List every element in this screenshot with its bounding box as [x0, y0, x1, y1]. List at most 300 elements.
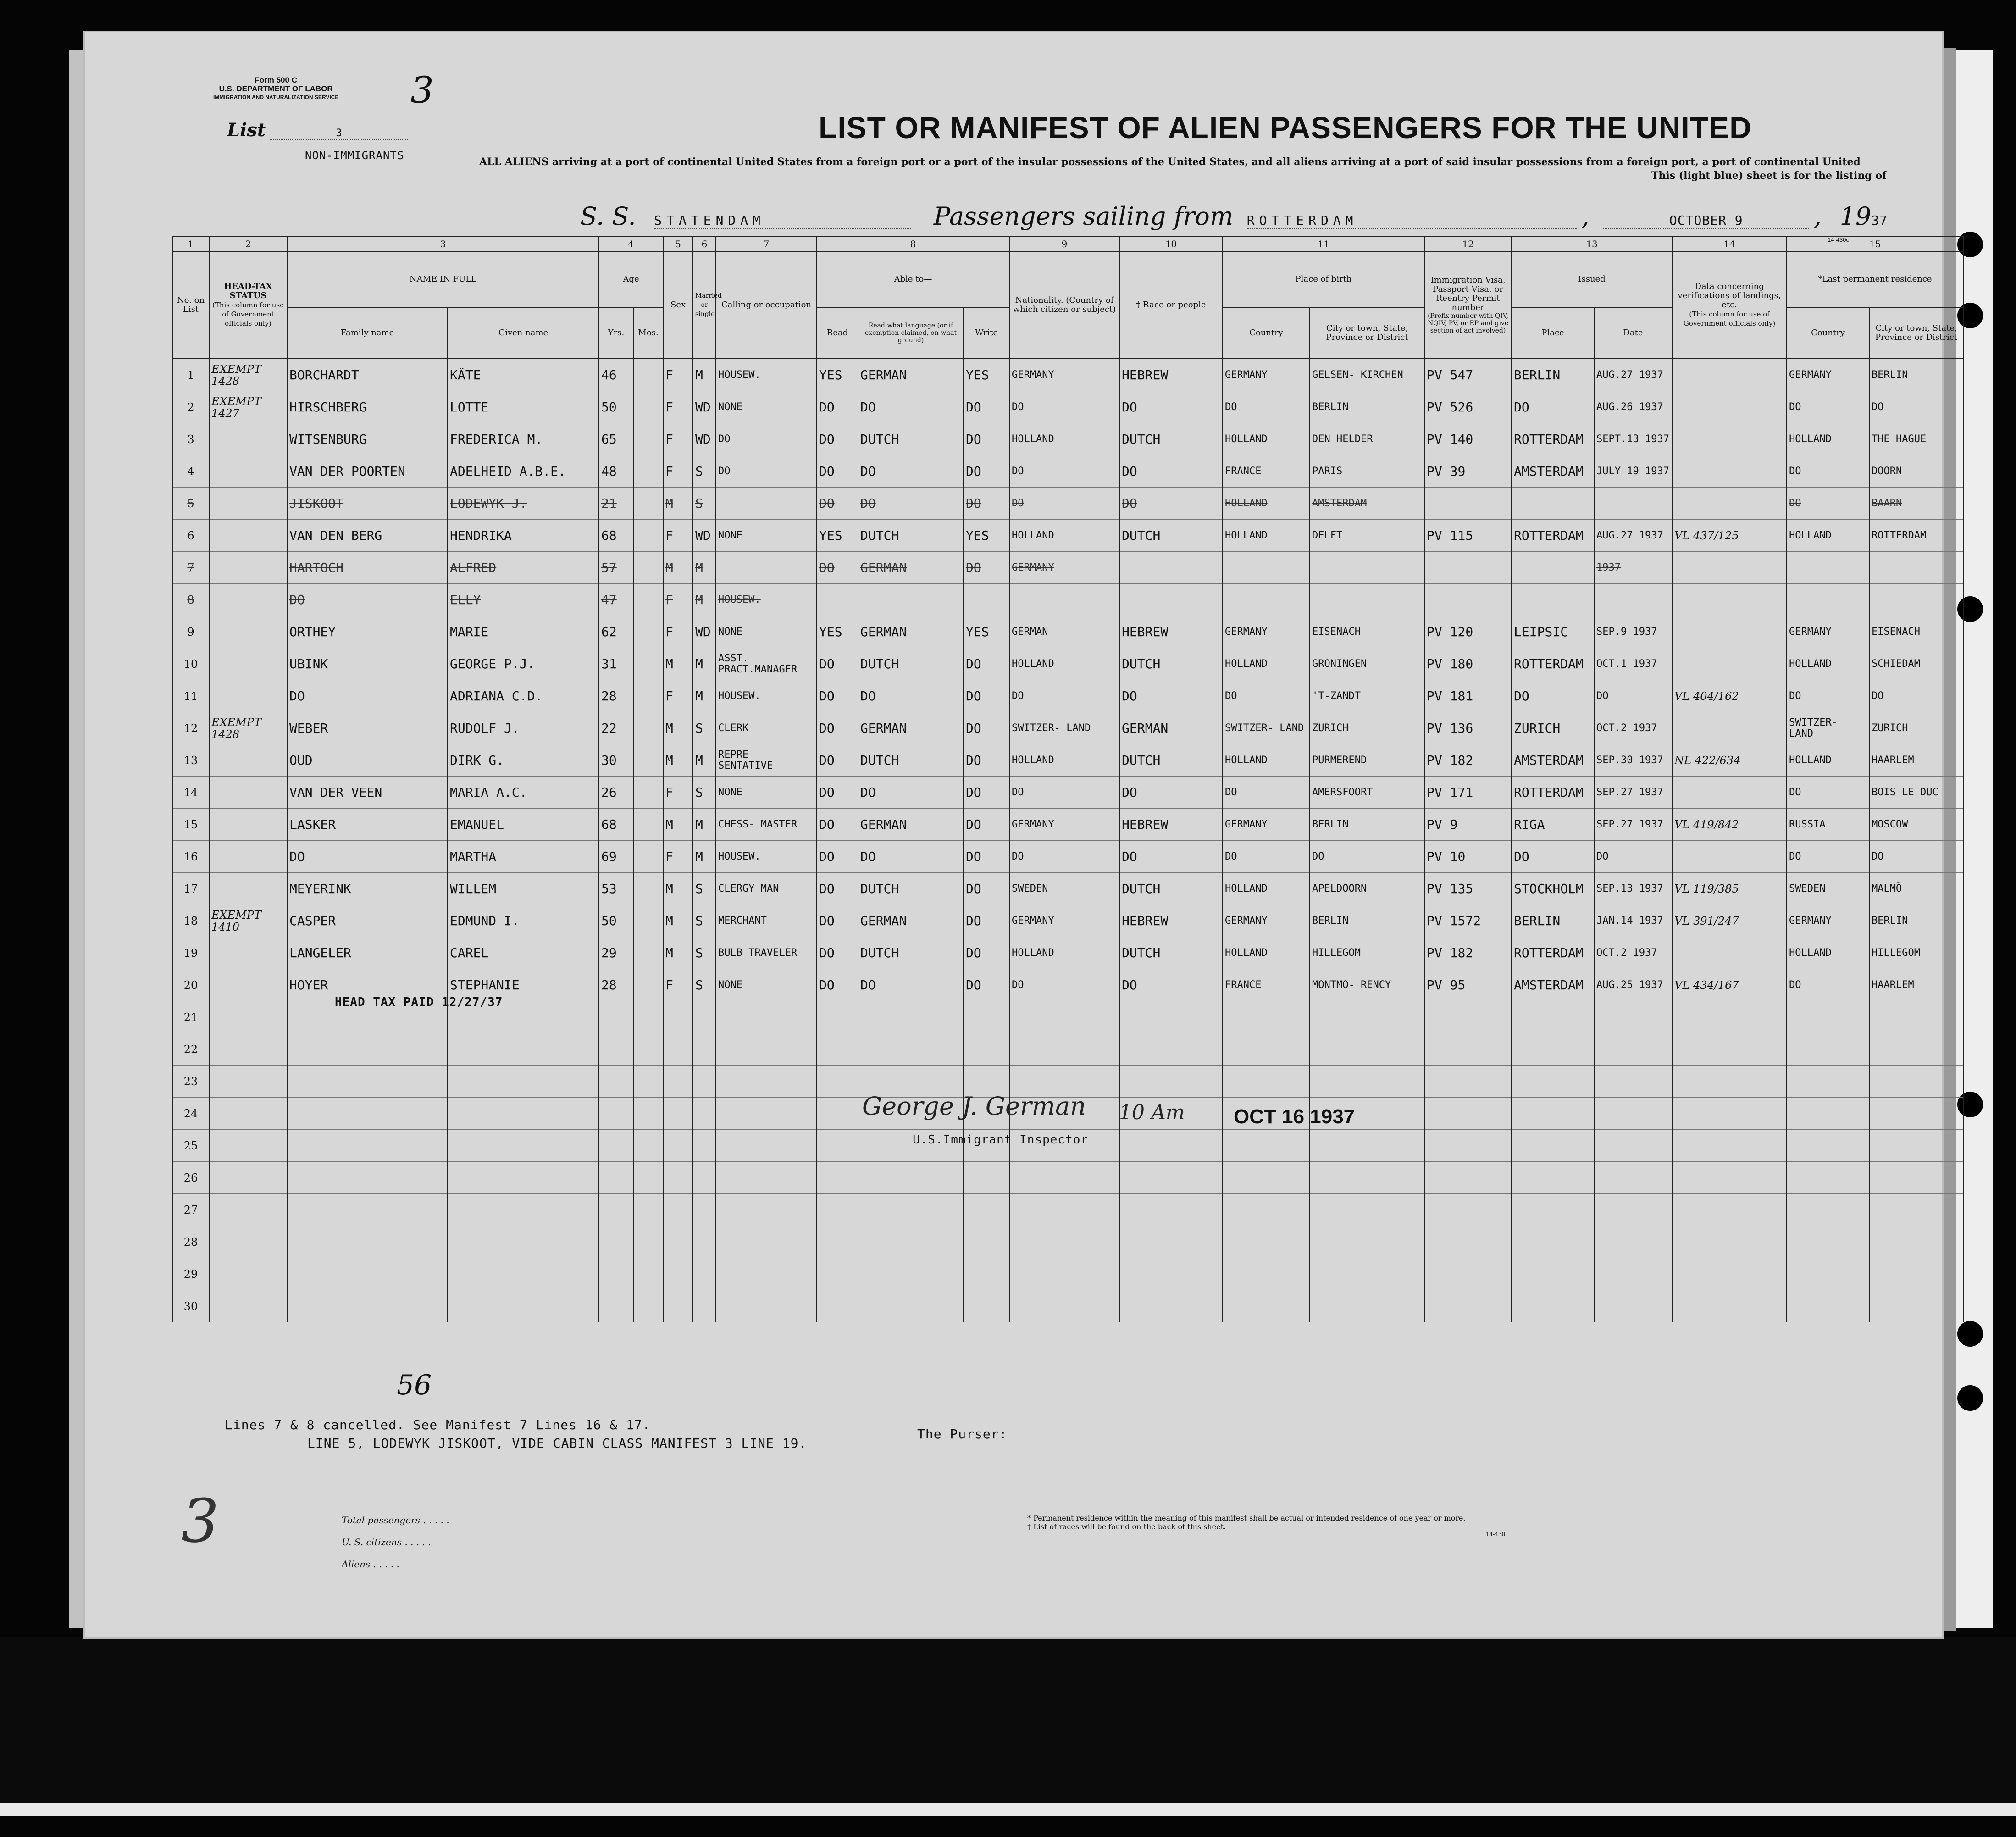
empty-cell: [693, 1033, 716, 1066]
col-num: 6: [693, 237, 716, 251]
line-number: 29: [172, 1258, 209, 1290]
empty-cell: [1869, 1226, 1963, 1258]
race: DUTCH: [1119, 648, 1223, 680]
manifest-title: LIST OR MANIFEST OF ALIEN PASSENGERS FOR THE UNITED: [819, 111, 1752, 144]
empty-cell: [287, 1130, 448, 1162]
head-tax-cell: [209, 616, 287, 648]
line-number: 21: [172, 1001, 209, 1033]
inspector-signature: George J. German: [862, 1092, 1086, 1121]
empty-cell: [1672, 1162, 1787, 1194]
nationality: DO: [1009, 488, 1119, 520]
empty-cell: [663, 1033, 693, 1066]
empty-cell: [448, 1130, 599, 1162]
age-months: [633, 777, 663, 809]
birth-city: DO: [1310, 841, 1424, 873]
head-tax-cell: [209, 488, 287, 520]
residence-country: HOLLAND: [1787, 520, 1869, 552]
table-row: [172, 905, 1963, 937]
table-row: [172, 744, 1963, 777]
year-prefix: 19: [1839, 202, 1872, 231]
visa-number: PV 171: [1424, 777, 1512, 809]
residence-country: [1787, 552, 1869, 584]
residence-city: BERLIN: [1869, 359, 1963, 391]
can-read: YES: [817, 520, 858, 552]
nationality: GERMAN: [1009, 616, 1119, 648]
head-tax-cell: [209, 873, 287, 905]
can-write: [964, 584, 1009, 616]
can-read: DO: [817, 873, 858, 905]
residence-city: BAARN: [1869, 488, 1963, 520]
empty-cell: [1787, 1290, 1869, 1322]
empty-cell: [1424, 1290, 1512, 1322]
header-birth-city: City or town, State, Province or District: [1310, 307, 1424, 359]
empty-cell: [209, 1033, 287, 1066]
occupation: HOUSEW.: [716, 359, 817, 391]
empty-cell: [1119, 1066, 1223, 1098]
empty-cell: [1787, 1258, 1869, 1290]
occupation: CHESS- MASTER: [716, 809, 817, 841]
residence-city: ZURICH: [1869, 712, 1963, 744]
empty-cell: [693, 1290, 716, 1322]
empty-cell: [1869, 1130, 1963, 1162]
birth-city: DELFT: [1310, 520, 1424, 552]
family-name: LASKER: [287, 809, 448, 841]
visa-number: PV 1572: [1424, 905, 1512, 937]
issued-date: SEPT.13 1937: [1594, 423, 1672, 455]
empty-cell: [599, 1290, 633, 1322]
visa-number: PV 136: [1424, 712, 1512, 744]
data-verif-title: Data concerning verifications of landings, etc.: [1678, 282, 1781, 310]
line-number: 20: [172, 969, 209, 1001]
empty-cell: [1424, 1001, 1512, 1033]
empty-cell: [693, 1130, 716, 1162]
subtitle-line1: ALL ALIENS arriving at a port of continental United States from a foreign port or a port of the insular possessions of the United States, and all aliens arriving at a port of said insular possessions from a foreign port, a port of continental United: [479, 156, 1861, 168]
empty-cell: [287, 1066, 448, 1098]
marital-status: M: [693, 841, 716, 873]
residence-city: HAARLEM: [1869, 969, 1963, 1001]
marital-status: WD: [693, 423, 716, 455]
header-age: Age: [599, 251, 663, 307]
empty-cell: [817, 1194, 858, 1226]
can-read: DO: [817, 680, 858, 712]
empty-cell: [663, 1001, 693, 1033]
line-number: 28: [172, 1226, 209, 1258]
line-number: 4: [172, 455, 209, 488]
empty-cell: [599, 1066, 633, 1098]
birth-city: BERLIN: [1310, 809, 1424, 841]
empty-cell: [716, 1033, 817, 1066]
table-row: [172, 616, 1963, 648]
issued-date: [1594, 488, 1672, 520]
race: DUTCH: [1119, 520, 1223, 552]
empty-cell: [1787, 1001, 1869, 1033]
header-read-language: Read what language (or if exemption claimed, on what ground): [858, 307, 964, 359]
head-tax-cell: [209, 423, 287, 455]
empty-cell: [209, 1258, 287, 1290]
verification: VL 404/162: [1672, 680, 1787, 712]
read-language: DUTCH: [858, 873, 964, 905]
birth-city: DEN HELDER: [1310, 423, 1424, 455]
visa-number: PV 120: [1424, 616, 1512, 648]
nationality: SWEDEN: [1009, 873, 1119, 905]
can-read: DO: [817, 552, 858, 584]
age-years: 47: [599, 584, 633, 616]
nationality: DO: [1009, 391, 1119, 423]
empty-cell: [1119, 1033, 1223, 1066]
head-tax-cell: [209, 648, 287, 680]
empty-cell: [1594, 1194, 1672, 1226]
empty-cell: [1119, 1290, 1223, 1322]
empty-cell: [693, 1066, 716, 1098]
birth-country: HOLLAND: [1223, 937, 1310, 969]
head-tax-cell: [209, 680, 287, 712]
empty-cell: [663, 1290, 693, 1322]
header-place-of-birth: Place of birth: [1223, 251, 1424, 307]
header-res-city: City or town, State, Province or District: [1869, 307, 1963, 359]
empty-cell: [716, 1226, 817, 1258]
visa-number: [1424, 488, 1512, 520]
can-read: DO: [817, 937, 858, 969]
head-tax-cell: [209, 809, 287, 841]
header-sex: Sex: [663, 251, 693, 359]
empty-cell: [448, 1033, 599, 1066]
empty-cell: [1009, 1290, 1119, 1322]
line-number: 1: [172, 359, 209, 391]
empty-cell: [1009, 1033, 1119, 1066]
age-months: [633, 905, 663, 937]
residence-country: HOLLAND: [1787, 744, 1869, 777]
empty-cell: [599, 1226, 633, 1258]
empty-cell: [716, 1194, 817, 1226]
head-tax-cell: [209, 969, 287, 1001]
given-name: LOTTE: [448, 391, 599, 423]
issued-place: BERLIN: [1512, 359, 1594, 391]
empty-cell: [1672, 1226, 1787, 1258]
empty-cell: [633, 1033, 663, 1066]
table-row: [172, 552, 1963, 584]
birth-city: ZURICH: [1310, 712, 1424, 744]
residence-city: BOIS LE DUC: [1869, 777, 1963, 809]
head-tax-cell: [209, 744, 287, 777]
visa-number: PV 182: [1424, 744, 1512, 777]
age-years: 29: [599, 937, 633, 969]
can-write: DO: [964, 552, 1009, 584]
family-name: WEBER: [287, 712, 448, 744]
service: IMMIGRATION AND NATURALIZATION SERVICE: [213, 94, 339, 100]
line-number: 12: [172, 712, 209, 744]
verification: NL 422/634: [1672, 744, 1787, 777]
read-language: DO: [858, 777, 964, 809]
empty-cell: [1009, 1258, 1119, 1290]
empty-cell: [858, 1258, 964, 1290]
empty-cell: [1672, 1033, 1787, 1066]
occupation: NONE: [716, 969, 817, 1001]
table-row: [172, 455, 1963, 488]
empty-cell: [209, 1162, 287, 1194]
occupation: NONE: [716, 616, 817, 648]
sex: M: [663, 905, 693, 937]
empty-cell: [448, 1258, 599, 1290]
empty-cell: [1512, 1162, 1594, 1194]
empty-cell: [716, 1098, 817, 1130]
column-number-row: [172, 237, 1963, 251]
age-years: 62: [599, 616, 633, 648]
family-name: VAN DER POORTEN: [287, 455, 448, 488]
empty-cell: [599, 1098, 633, 1130]
residence-country: DO: [1787, 777, 1869, 809]
can-read: DO: [817, 905, 858, 937]
line-number: 19: [172, 937, 209, 969]
race: HEBREW: [1119, 809, 1223, 841]
residence-city: HAARLEM: [1869, 744, 1963, 777]
age-months: [633, 359, 663, 391]
empty-cell: [633, 1098, 663, 1130]
read-language: DUTCH: [858, 423, 964, 455]
race: [1119, 584, 1223, 616]
residence-country: HOLLAND: [1787, 648, 1869, 680]
given-name: WILLEM: [448, 873, 599, 905]
table-row: [172, 712, 1963, 744]
empty-cell: [633, 1130, 663, 1162]
age-months: [633, 520, 663, 552]
age-months: [633, 616, 663, 648]
read-language: GERMAN: [858, 552, 964, 584]
header-family-name: Family name: [287, 307, 448, 359]
footnote-code: 14-430: [1486, 1531, 1506, 1537]
family-name: CASPER: [287, 905, 448, 937]
issued-place: BERLIN: [1512, 905, 1594, 937]
line-number: 22: [172, 1033, 209, 1066]
age-months: [633, 873, 663, 905]
family-name: HIRSCHBERG: [287, 391, 448, 423]
empty-cell: [1672, 1194, 1787, 1226]
issued-place: DO: [1512, 841, 1594, 873]
can-write: DO: [964, 777, 1009, 809]
empty-cell: [1512, 1033, 1594, 1066]
marital-status: S: [693, 905, 716, 937]
age-months: [633, 391, 663, 423]
residence-city: THE HAGUE: [1869, 423, 1963, 455]
empty-cell: [287, 1290, 448, 1322]
can-write: DO: [964, 937, 1009, 969]
empty-cell: [1310, 1194, 1424, 1226]
issued-date: SEP.27 1937: [1594, 777, 1672, 809]
table-row: [172, 680, 1963, 712]
col-num: 15: [1787, 237, 1963, 251]
count-note: 56: [397, 1369, 432, 1401]
residence-city: ROTTERDAM: [1869, 520, 1963, 552]
empty-cell: [1223, 1258, 1310, 1290]
line-number: 2: [172, 391, 209, 423]
residence-city: EISENACH: [1869, 616, 1963, 648]
can-write: DO: [964, 488, 1009, 520]
empty-cell: [817, 1290, 858, 1322]
residence-country: [1787, 584, 1869, 616]
can-read: DO: [817, 648, 858, 680]
empty-cell: [1223, 1130, 1310, 1162]
age-years: 65: [599, 423, 633, 455]
empty-cell: [287, 1258, 448, 1290]
form-code: 14-430c: [1828, 236, 1849, 243]
empty-cell: [1310, 1066, 1424, 1098]
empty-cell: [858, 1162, 964, 1194]
col-num: 12: [1424, 237, 1512, 251]
age-months: [633, 552, 663, 584]
totals-block: [342, 1509, 449, 1575]
read-language: DO: [858, 841, 964, 873]
can-write: DO: [964, 455, 1009, 488]
line5-note: LINE 5, LODEWYK JISKOOT, VIDE CABIN CLASS MANIFEST 3 LINE 19.: [307, 1436, 807, 1451]
sex: M: [663, 648, 693, 680]
marital-status: S: [693, 455, 716, 488]
manifest-rows: [172, 359, 1963, 1322]
age-months: [633, 841, 663, 873]
race: DUTCH: [1119, 937, 1223, 969]
race: GERMAN: [1119, 712, 1223, 744]
issued-date: OCT.2 1937: [1594, 937, 1672, 969]
head-tax-cell: [209, 777, 287, 809]
film-strip: [0, 1803, 2016, 1816]
date-stamp: OCT 16 1937: [1234, 1105, 1355, 1128]
given-name: EMANUEL: [448, 809, 599, 841]
residence-country: DO: [1787, 969, 1869, 1001]
age-years: 46: [599, 359, 633, 391]
empty-cell: [964, 1001, 1009, 1033]
empty-cell: [1512, 1098, 1594, 1130]
table-row: [172, 359, 1963, 391]
sex: F: [663, 359, 693, 391]
verification: [1672, 712, 1787, 744]
empty-cell: [1787, 1098, 1869, 1130]
line-number: 14: [172, 777, 209, 809]
birth-city: MONTMO- RENCY: [1310, 969, 1424, 1001]
empty-cell: [716, 1162, 817, 1194]
residence-city: DOORN: [1869, 455, 1963, 488]
verification: VL 119/385: [1672, 873, 1787, 905]
race: DUTCH: [1119, 744, 1223, 777]
read-language: DUTCH: [858, 744, 964, 777]
birth-country: FRANCE: [1223, 455, 1310, 488]
empty-cell: [817, 1001, 858, 1033]
footnotes: [1027, 1514, 1505, 1537]
residence-country: SWEDEN: [1787, 873, 1869, 905]
issued-date: SEP.27 1937: [1594, 809, 1672, 841]
form-number: Form 500 C: [255, 76, 297, 84]
can-read: DO: [817, 423, 858, 455]
header-read: Read: [817, 307, 858, 359]
department: U.S. DEPARTMENT OF LABOR: [219, 84, 333, 93]
verification: VL 419/842: [1672, 809, 1787, 841]
residence-city: HILLEGOM: [1869, 937, 1963, 969]
age-years: 68: [599, 520, 633, 552]
empty-cell: [1119, 1130, 1223, 1162]
birth-country: DO: [1223, 680, 1310, 712]
issued-date: OCT.1 1937: [1594, 648, 1672, 680]
empty-cell: [858, 1194, 964, 1226]
sex: F: [663, 455, 693, 488]
issued-date: [1594, 584, 1672, 616]
header-no-on-list: No. on List: [172, 251, 209, 359]
residence-country: DO: [1787, 391, 1869, 423]
issued-date: JULY 19 1937: [1594, 455, 1672, 488]
sex: M: [663, 552, 693, 584]
residence-city: DO: [1869, 680, 1963, 712]
empty-cell: [1424, 1258, 1512, 1290]
table-row: [172, 391, 1963, 423]
given-name: ADELHEID A.B.E.: [448, 455, 599, 488]
col-num: 2: [209, 237, 287, 251]
binder-hole: [1957, 1385, 1983, 1411]
issued-place: DO: [1512, 391, 1594, 423]
issued-date: AUG.25 1937: [1594, 969, 1672, 1001]
empty-cell: [209, 1066, 287, 1098]
race: HEBREW: [1119, 616, 1223, 648]
issued-place: AMSTERDAM: [1512, 744, 1594, 777]
empty-cell: [1223, 1001, 1310, 1033]
age-months: [633, 423, 663, 455]
family-name: VAN DER VEEN: [287, 777, 448, 809]
header-race: † Race or people: [1119, 251, 1223, 359]
issued-date: AUG.27 1937: [1594, 359, 1672, 391]
header-issued-place: Place: [1512, 307, 1594, 359]
table-row: [172, 488, 1963, 520]
marital-status: M: [693, 359, 716, 391]
empty-cell: [1787, 1226, 1869, 1258]
residence-city: DO: [1869, 841, 1963, 873]
empty-cell: [1594, 1033, 1672, 1066]
family-name: DO: [287, 680, 448, 712]
can-read: DO: [817, 712, 858, 744]
empty-cell: [1310, 1033, 1424, 1066]
issued-place: ROTTERDAM: [1512, 520, 1594, 552]
head-tax-cell: [209, 841, 287, 873]
sex: F: [663, 520, 693, 552]
issued-date: SEP.13 1937: [1594, 873, 1672, 905]
race: DO: [1119, 391, 1223, 423]
age-months: [633, 744, 663, 777]
can-write: DO: [964, 712, 1009, 744]
issued-place: [1512, 584, 1594, 616]
empty-cell: [1787, 1130, 1869, 1162]
header-married: Married or single: [693, 251, 716, 359]
empty-cell: [716, 1001, 817, 1033]
age-months: [633, 809, 663, 841]
margin-number: 3: [181, 1486, 219, 1556]
can-read: YES: [817, 616, 858, 648]
birth-country: HOLLAND: [1223, 648, 1310, 680]
line-number: 23: [172, 1066, 209, 1098]
can-write: DO: [964, 648, 1009, 680]
footnote-1: * Permanent residence within the meaning of this manifest shall be actual or intended residence of one year or more.: [1027, 1514, 1466, 1522]
issued-date: DO: [1594, 841, 1672, 873]
can-read: [817, 584, 858, 616]
list-handwritten: 3: [410, 69, 434, 111]
marital-status: S: [693, 488, 716, 520]
visa-number: PV 182: [1424, 937, 1512, 969]
empty-cell: [287, 1194, 448, 1226]
head-tax-cell: [209, 552, 287, 584]
birth-country: HOLLAND: [1223, 520, 1310, 552]
birth-country: HOLLAND: [1223, 423, 1310, 455]
sex: M: [663, 712, 693, 744]
empty-cell: [1223, 1194, 1310, 1226]
total-passengers: Total passengers . . . . .: [342, 1515, 449, 1526]
given-name: ADRIANA C.D.: [448, 680, 599, 712]
empty-cell: [633, 1162, 663, 1194]
empty-cell: [693, 1194, 716, 1226]
form-header: [213, 76, 338, 102]
issued-date: SEP.9 1937: [1594, 616, 1672, 648]
